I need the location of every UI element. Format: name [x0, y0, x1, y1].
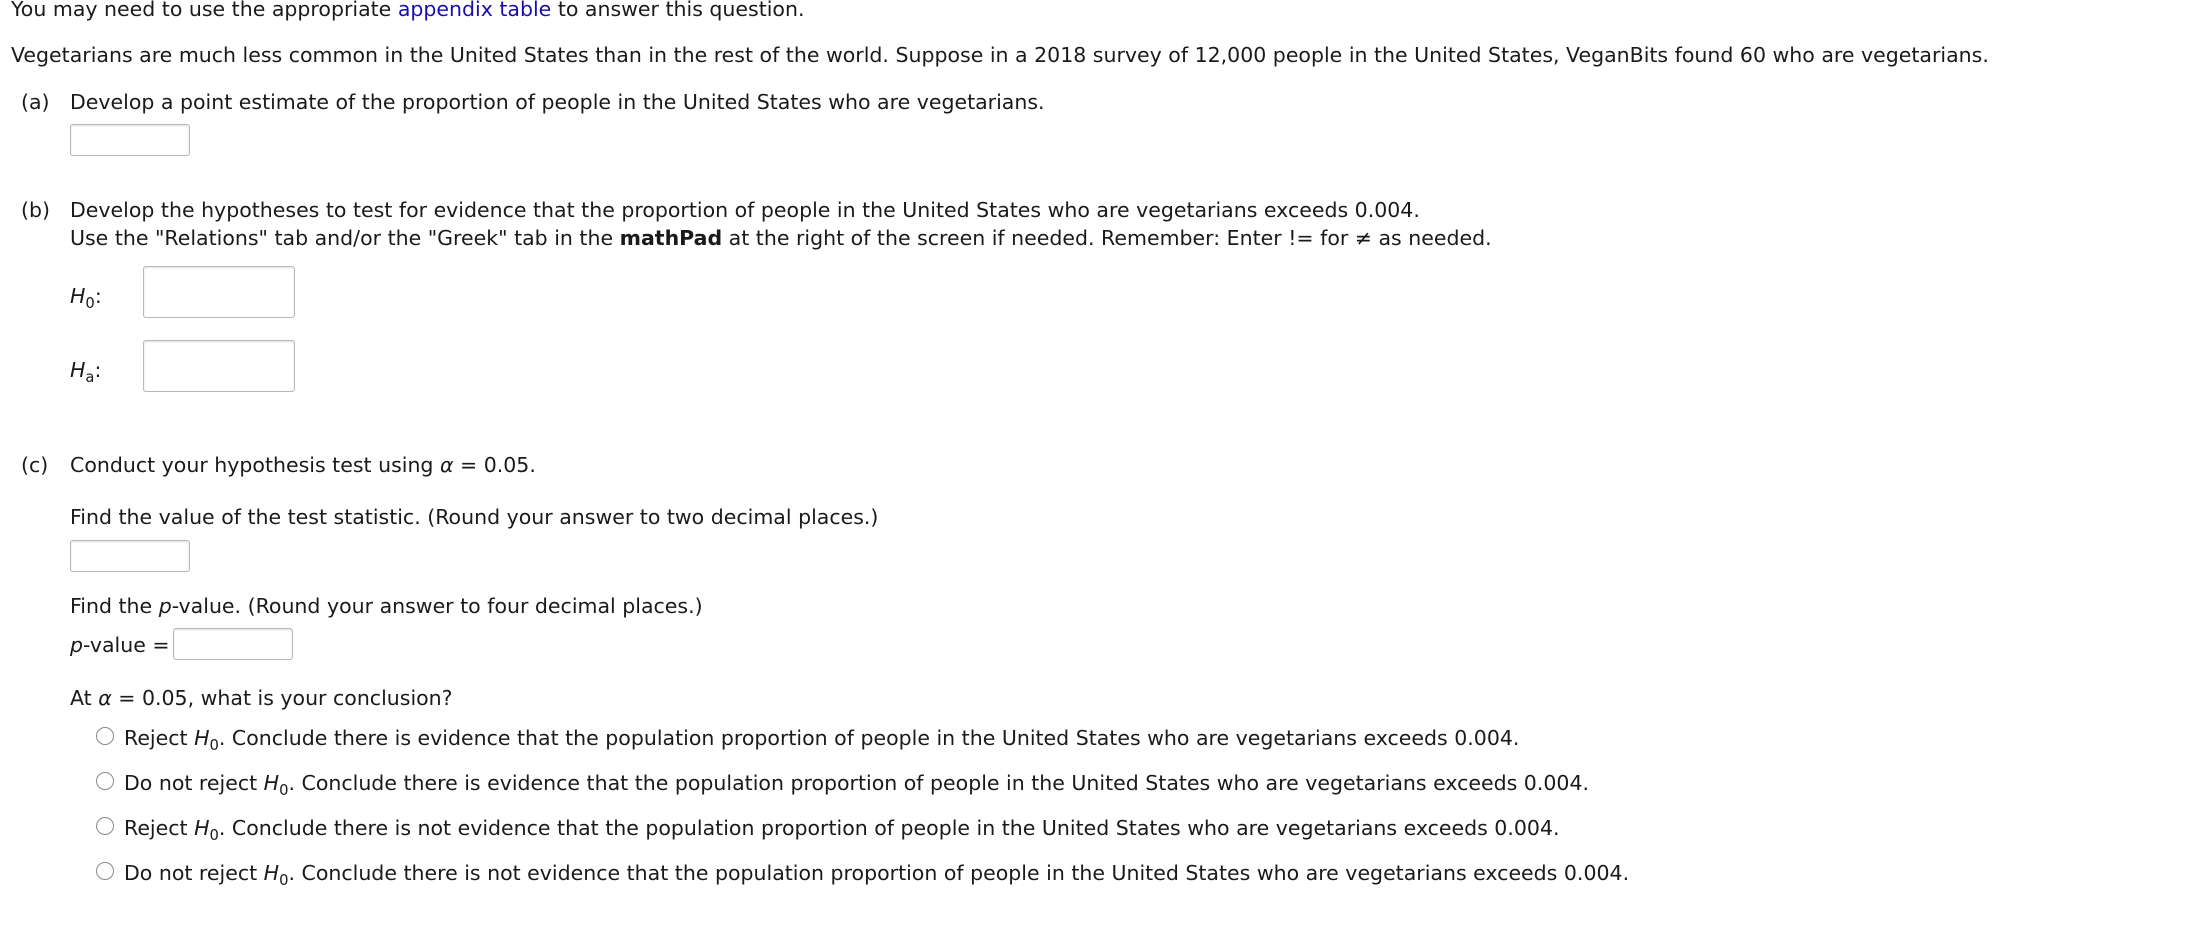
p-label-after: -value = [83, 633, 170, 657]
p-prompt-after: -value. (Round your answer to four decimal places.) [171, 594, 703, 618]
ha-sub: a [85, 369, 95, 387]
part-c-label: (c) [21, 453, 49, 477]
option-2-radio[interactable] [96, 772, 114, 790]
option-4-label[interactable] [124, 861, 1630, 890]
alpha-symbol: α [439, 453, 454, 477]
instructions-before: Use the "Relations" tab and/or the "Greek" tab in the [70, 226, 620, 250]
point-estimate-input[interactable] [70, 124, 190, 156]
option-1-var: H [194, 726, 210, 750]
option-4-post: . Conclude there is not evidence that the population proportion of people in the United States who are vegetarians exceeds 0.004. [288, 861, 1630, 885]
conclusion-after: = 0.05, what is your conclusion? [111, 686, 453, 710]
ha-input[interactable] [143, 340, 295, 392]
intro-text: Vegetarians are much less common in the United States than in the rest of the world. Suppose in a 2018 survey of 12,000 people in the United States, VeganBits found 60 who are vegetarians. [11, 43, 1989, 67]
header-line [11, 0, 804, 20]
option-4-sub: 0 [279, 872, 289, 890]
header-text-after: to answer this question. [551, 0, 805, 21]
option-3-label[interactable] [124, 816, 1560, 845]
ha-label [70, 358, 102, 387]
option-4-var: H [263, 861, 280, 885]
p-value-input[interactable] [173, 628, 293, 660]
h0-colon: : [94, 284, 102, 308]
option-1-post: . Conclude there is evidence that the population proportion of people in the United States who are vegetarians exceeds 0.004. [218, 726, 1520, 750]
p-label-var: p [70, 633, 84, 657]
option-2-post: . Conclude there is evidence that the population proportion of people in the United States who are vegetarians exceeds 0.004. [288, 771, 1589, 795]
option-2-pre: Do not reject [124, 771, 264, 795]
option-1-label[interactable] [124, 726, 1520, 755]
part-b-label: (b) [21, 198, 51, 222]
p-prompt-before: Find the [70, 594, 159, 618]
option-3-post: . Conclude there is not evidence that the population proportion of people in the United States who are vegetarians exceeds 0.004. [218, 816, 1560, 840]
option-3-pre: Reject [124, 816, 195, 840]
h0-sub: 0 [85, 295, 95, 313]
h0-label [70, 284, 102, 313]
option-3-var: H [194, 816, 210, 840]
conclusion-prompt [70, 688, 453, 709]
option-1-sub: 0 [209, 737, 219, 755]
option-2-label[interactable] [124, 771, 1589, 800]
conclusion-alpha: α [98, 686, 112, 710]
option-4-pre: Do not reject [124, 861, 264, 885]
h0-input[interactable] [143, 266, 295, 318]
option-3-radio[interactable] [96, 817, 114, 835]
p-value-prompt [70, 596, 703, 617]
test-statistic-prompt: Find the value of the test statistic. (Round your answer to two decimal places.) [70, 505, 879, 529]
mathpad-label: mathPad [619, 226, 723, 250]
option-1-radio[interactable] [96, 727, 114, 745]
option-4-radio[interactable] [96, 862, 114, 880]
part-a-label: (a) [21, 90, 50, 114]
header-text-before: You may need to use the appropriate [11, 0, 398, 21]
part-a-question: Develop a point estimate of the proportion of people in the United States who are vegetarians. [70, 90, 1045, 114]
part-c-text-before: Conduct your hypothesis test using [70, 453, 440, 477]
part-b-instructions [70, 228, 1492, 249]
part-c-text-after: = 0.05. [453, 453, 536, 477]
p-prompt-var: p [158, 594, 172, 618]
ha-colon: : [94, 358, 102, 382]
option-1-pre: Reject [124, 726, 195, 750]
option-2-sub: 0 [279, 782, 289, 800]
part-c-question [70, 455, 536, 476]
instructions-after: at the right of the screen if needed. Remember: Enter != for ≠ as needed. [722, 226, 1492, 250]
test-statistic-input[interactable] [70, 540, 190, 572]
option-2-var: H [263, 771, 280, 795]
conclusion-before: At [70, 686, 99, 710]
h0-var: H [70, 284, 86, 308]
option-3-sub: 0 [209, 827, 219, 845]
ha-var: H [70, 358, 86, 382]
part-b-question: Develop the hypotheses to test for evidence that the proportion of people in the United States who are vegetarians exceeds 0.004. [70, 198, 1420, 222]
appendix-table-link[interactable]: appendix table [397, 0, 552, 21]
p-value-label [70, 635, 170, 656]
